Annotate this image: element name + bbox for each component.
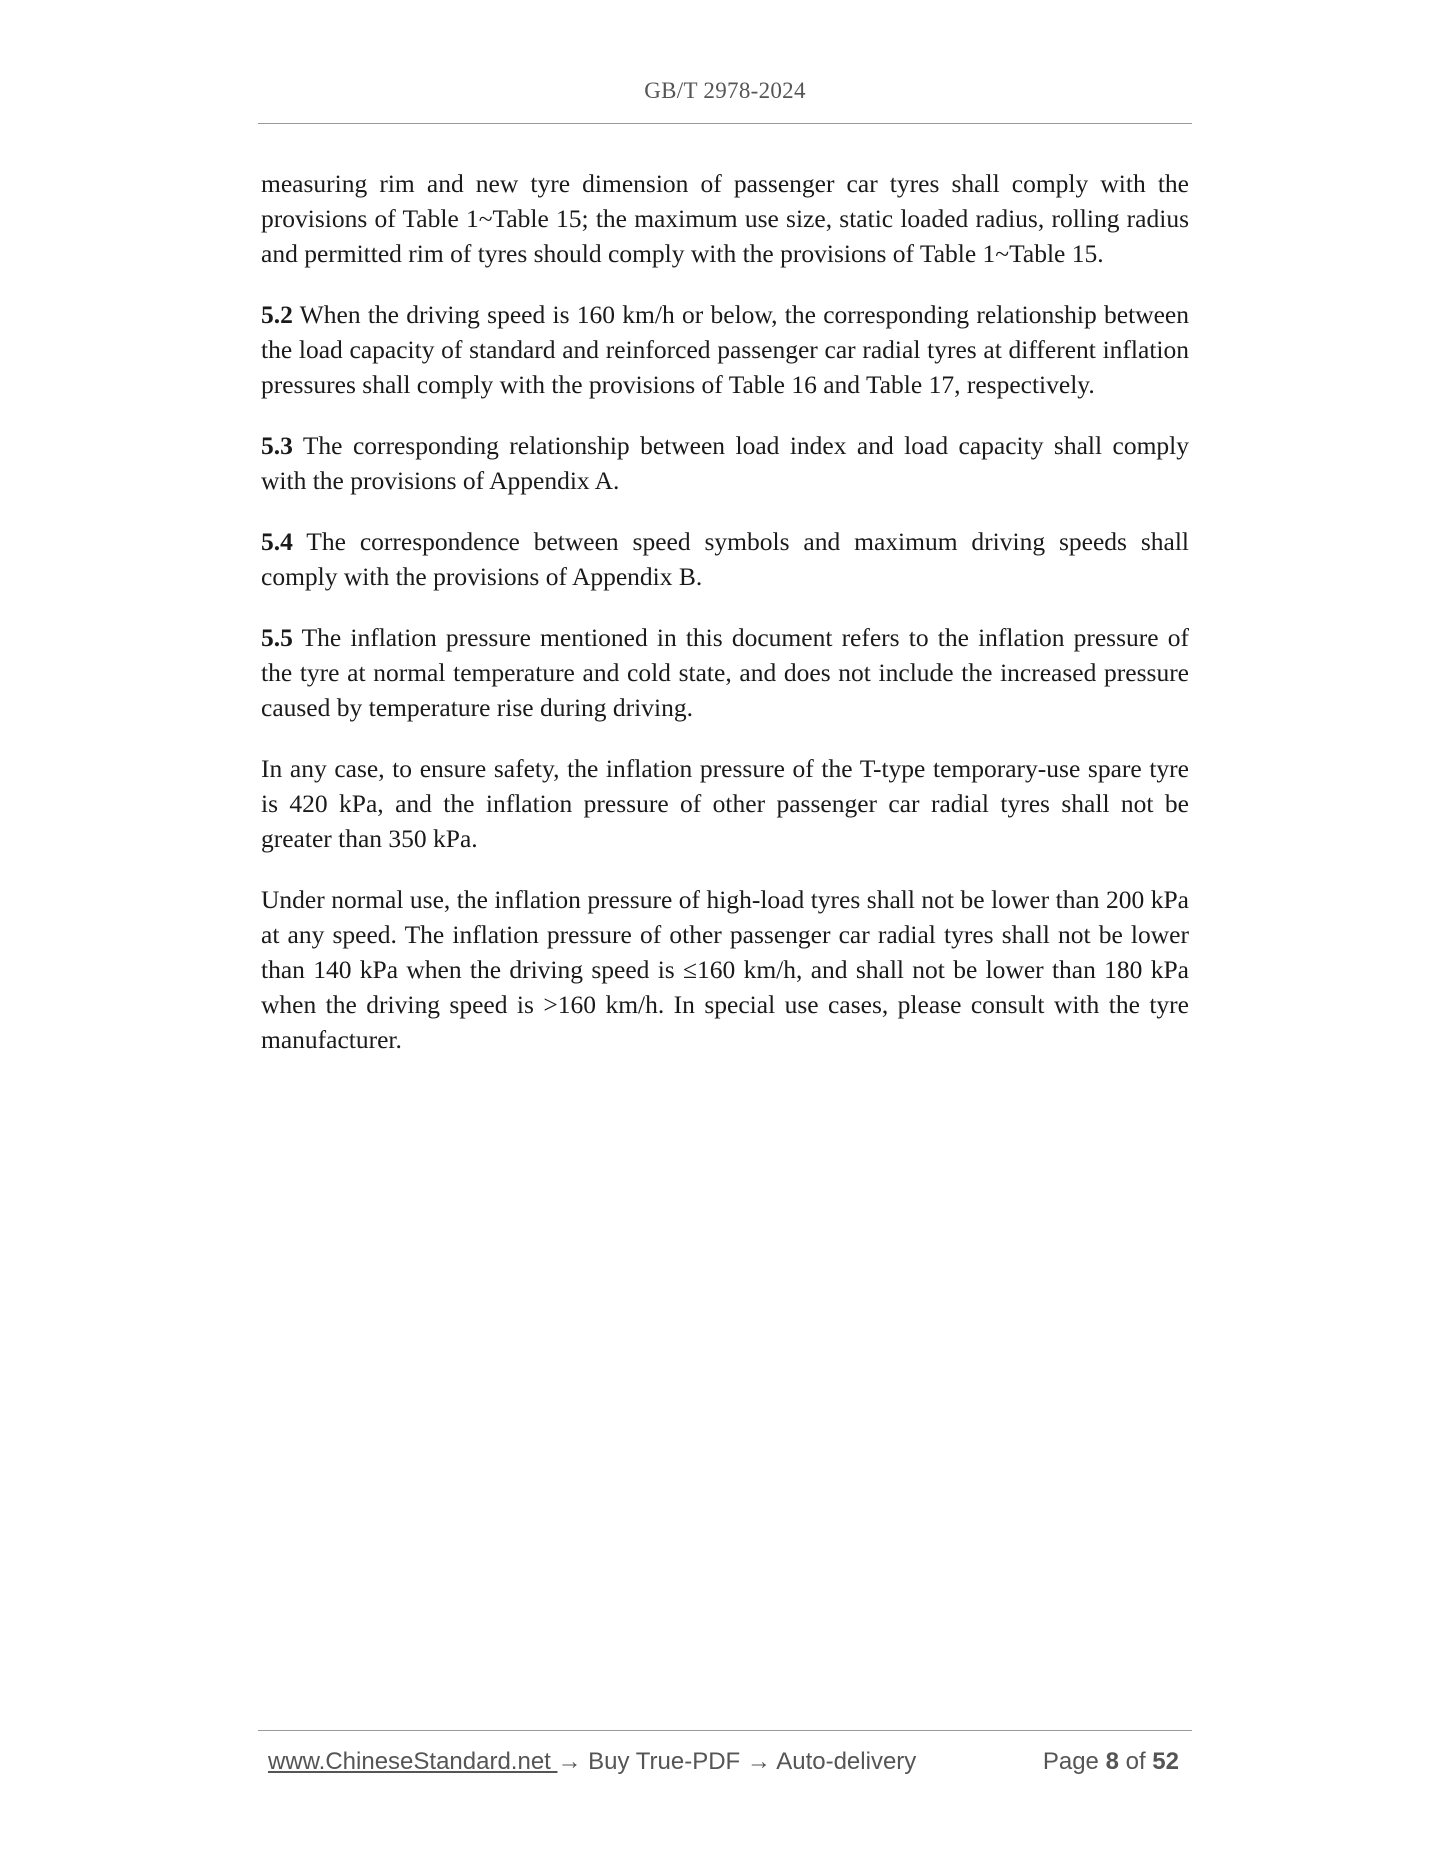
- paragraph-5-2: [261, 297, 1189, 402]
- paragraph-5-1-continued: [261, 166, 1189, 271]
- paragraph-safety-pressure: [261, 751, 1189, 856]
- auto-delivery-text: Auto-delivery: [770, 1748, 917, 1775]
- arrow-right-icon: →: [746, 1748, 771, 1775]
- buy-pdf-text: Buy True-PDF: [581, 1748, 747, 1775]
- paragraph-5-5: [261, 620, 1189, 725]
- paragraph-text: In any case, to ensure safety, the inflation pressure of the T-type temporary-use spare tyre is 420 kPa, and the inflation pressure of other passenger car radial tyres shall not be greater than 350 kPa.: [261, 754, 1189, 853]
- total-pages-number: 52: [1152, 1748, 1179, 1775]
- current-page-number: 8: [1105, 1748, 1119, 1775]
- paragraph-5-3: [261, 428, 1189, 498]
- site-link[interactable]: www.ChineseStandard.net: [268, 1748, 558, 1775]
- paragraph-normal-use: [261, 882, 1189, 1057]
- paragraph-text: Under normal use, the inflation pressure of high-load tyres shall not be lower than 200 kPa at any speed. The inflation pressure of other passenger car radial tyres shall not be lower than 140 kPa when the driving speed is ≤160 km/h, and shall not be lower than 180 kPa when the driving speed is >160 km/h. In special use cases, please consult with the tyre manufacturer.: [261, 885, 1189, 1054]
- paragraph-text: The inflation pressure mentioned in this document refers to the inflation pressure of the tyre at normal temperature and cold state, and does not include the increased pressure caused by temperature rise during driving.: [261, 623, 1189, 722]
- paragraph-text: The correspondence between speed symbols and maximum driving speeds shall comply with the provisions of Appendix B.: [261, 527, 1189, 591]
- footer-links: [268, 1748, 916, 1776]
- clause-number: 5.3: [261, 431, 293, 460]
- page-label: Page: [1042, 1748, 1099, 1775]
- of-label: of: [1125, 1748, 1146, 1775]
- paragraph-text: The corresponding relationship between load index and load capacity shall comply with the provisions of Appendix A.: [261, 431, 1189, 495]
- document-body: [261, 166, 1189, 1083]
- arrow-right-icon: →: [557, 1748, 582, 1775]
- clause-number: 5.2: [261, 300, 293, 329]
- clause-number: 5.4: [261, 527, 293, 556]
- footer-divider: [258, 1730, 1192, 1731]
- page-header: GB/T 2978-2024: [644, 78, 806, 103]
- paragraph-text: When the driving speed is 160 km/h or below, the corresponding relationship between the load capacity of standard and reinforced passenger car radial tyres at different inflation pressures shall comply with the provisions of Table 16 and Table 17, respectively.: [261, 300, 1189, 399]
- paragraph-5-4: [261, 524, 1189, 594]
- page-indicator: [1043, 1748, 1179, 1776]
- paragraph-text: measuring rim and new tyre dimension of passenger car tyres shall comply with the provisions of Table 1~Table 15; the maximum use size, static loaded radius, rolling radius and permitted rim of tyres should comply with the provisions of Table 1~Table 15.: [261, 169, 1189, 268]
- header-divider: [258, 123, 1192, 124]
- clause-number: 5.5: [261, 623, 293, 652]
